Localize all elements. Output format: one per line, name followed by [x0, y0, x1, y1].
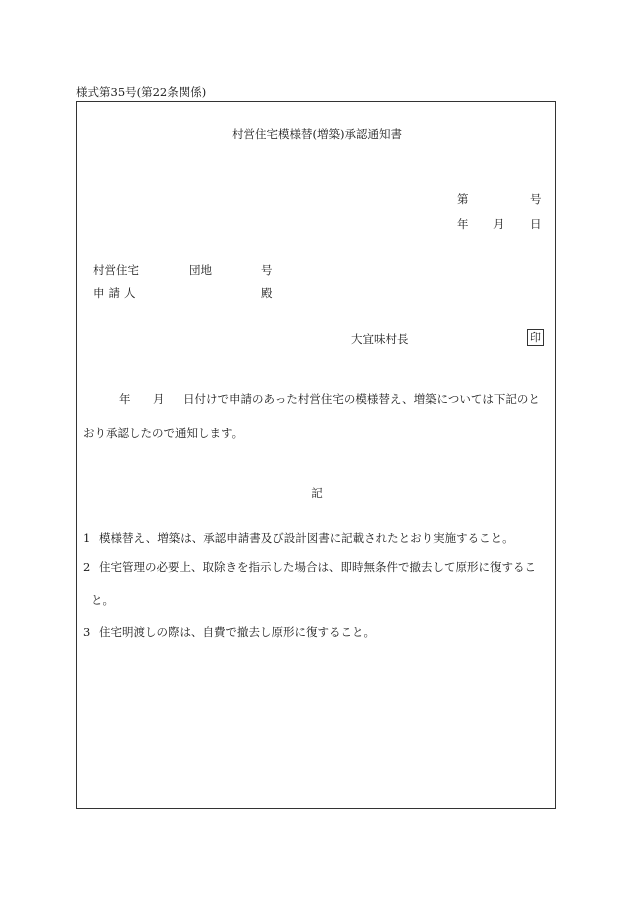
date-month-label: 月 [493, 217, 505, 231]
condition-text: 模様替え、増築は、承認申請書及び設計図書に記載されたとおり実施すること。 [99, 531, 514, 545]
body-line-1-text: 日付けで申請のあった村営住宅の模様替え、増築については下記のと [183, 392, 540, 406]
seal-box: 印 [527, 329, 544, 346]
ki-heading: 記 [311, 486, 323, 500]
condition-item [83, 624, 375, 640]
date-year-label: 年 [457, 217, 469, 231]
condition-item [83, 559, 536, 575]
condition-text: 住宅管理の必要上、取除きを指示した場合は、即時無条件で撤去して原形に復するこ [99, 560, 536, 574]
body-line-2: おり承認したので通知します。 [83, 426, 244, 440]
body-year-label: 年 [119, 392, 131, 406]
document-frame [76, 101, 556, 809]
number-prefix: 第 [457, 192, 469, 206]
form-number-label: 様式第35号(第22条関係) [76, 85, 207, 99]
village-housing-label: 村営住宅 [93, 263, 139, 277]
honorific-label: 殿 [261, 286, 273, 300]
unit-number-label: 号 [261, 263, 273, 277]
condition-number: 1 [83, 531, 91, 545]
danchi-label: 団地 [189, 263, 212, 277]
body-month-label: 月 [153, 392, 165, 406]
condition-item [83, 530, 514, 546]
date-day-label: 日 [530, 217, 542, 231]
body-line-1 [119, 391, 540, 407]
condition-text-continued: と。 [91, 593, 114, 607]
condition-number: 3 [83, 625, 91, 639]
issuer-title: 大宜味村長 [351, 332, 409, 346]
document-title: 村営住宅模様替(増築)承認通知書 [232, 127, 402, 141]
applicant-label: 申請人 [93, 286, 140, 300]
condition-number: 2 [83, 560, 91, 574]
condition-text: 住宅明渡しの際は、自費で撤去し原形に復すること。 [99, 625, 375, 639]
number-suffix: 号 [530, 192, 542, 206]
